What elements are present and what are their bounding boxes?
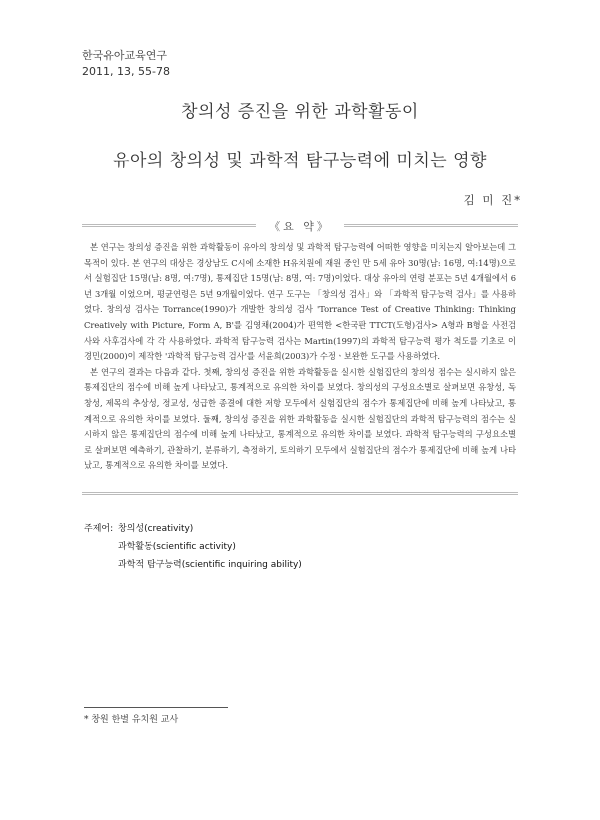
footnote-rule <box>84 707 228 708</box>
keyword-item: 과학적 탐구능력(scientific inquiring ability) <box>118 560 302 570</box>
keyword-item: 과학활동(scientific activity) <box>118 542 236 552</box>
journal-citation: 2011, 13, 55-78 <box>82 65 170 78</box>
abstract-paragraph-1: 본 연구는 창의성 증진을 위한 과학활동이 유아의 창의성 및 과학적 탐구능력에 어떠한 영향을 미치는지 알아보는데 그 목적이 있다. 본 연구의 대상은 경상남도 C시에 소재한 H유치원에 재원 중인 만 5세 유아 30명(남: 16명, 여:14명)으로서 실험집단 15명(남: 8명, 여:7명), 통제집단 15명(남: 8명, 여: 7명)이었다. 대상 유아의 연령 분포는 5년 4개월에서 6년 3개월 이었으며, 평균연령은 5년 9개월이었다. 연구 도구는 「창의성 검사」와 「과학적 탐구능력 검사」를 사용하였다. 창의성 검사는 Torrance(1990)가 개발한 창의성 검사 'Torrance Test of Creative Thinking: Thinking Creatively with Picture, Form A, B'를 김영채(2004)가 편역한 <한국판 TTCT(도형)검사> A형과 B형을 사전검사와 사후검사에 각 각 사용하였다. 과학적 탐구능력 검사는 Martin(1997)의 과학적 탐구능력 평가 척도를 기초로 이경민(2000)이 제작한 '과학적 탐구능력 검사'를 서윤희(2003)가 수정ㆍ보완한 도구를 사용하였다. <box>84 242 516 362</box>
title-line-1: 창의성 증진을 위한 과학활동이 <box>181 102 419 122</box>
keyword-item: 창의성(creativity) <box>118 524 194 534</box>
keyword-row-1 <box>84 520 302 538</box>
title-line-2: 유아의 창의성 및 과학적 탐구능력에 미치는 영향 <box>113 151 487 171</box>
abstract-heading: 《요 약》 <box>269 220 331 233</box>
author-name: 김 미 진* <box>463 193 522 207</box>
journal-header <box>82 48 170 80</box>
keyword-row-2 <box>84 538 302 556</box>
keyword-row-3 <box>84 556 302 574</box>
journal-name: 한국유아교육연구 <box>82 49 168 62</box>
keywords-label: 주제어: <box>84 524 114 534</box>
keywords-block <box>84 520 302 574</box>
abstract-heading-rule-right <box>344 224 518 227</box>
abstract-bottom-rule <box>82 492 518 495</box>
abstract-body <box>84 240 516 474</box>
abstract-heading-bar <box>82 218 518 232</box>
footnote: * 창원 한별 유치원 교사 <box>84 715 179 725</box>
abstract-paragraph-2: 본 연구의 결과는 다음과 같다. 첫째, 창의성 증진을 위한 과학활동을 실시한 실험집단의 창의성 점수는 실시하지 않은 통제집단의 점수에 비해 높게 나타났고, 통계적으로 유의한 차이를 보였다. 창의성의 구성요소별로 살펴보면 유창성, 독창성, 제목의 추상성, 정교성, 성급한 종결에 대한 저항 모두에서 실험집단의 점수가 통제집단에 비해 높게 나타났고, 통계적으로 유의한 차이를 보였다. 둘째, 창의성 증진을 위한 과학활동을 실시한 실험집단의 과학적 탐구능력의 점수는 실시하지 않은 통제집단의 점수에 비해 높게 나타났고, 통계적으로 유의한 차이를 보였다. 과학적 탐구능력의 구성요소별로 살펴보면 예측하기, 관찰하기, 분류하기, 측정하기, 토의하기 모두에서 실험집단의 점수가 통제집단에 비해 높게 나타났고, 통계적으로 유의한 차이를 보였다. <box>84 366 516 471</box>
